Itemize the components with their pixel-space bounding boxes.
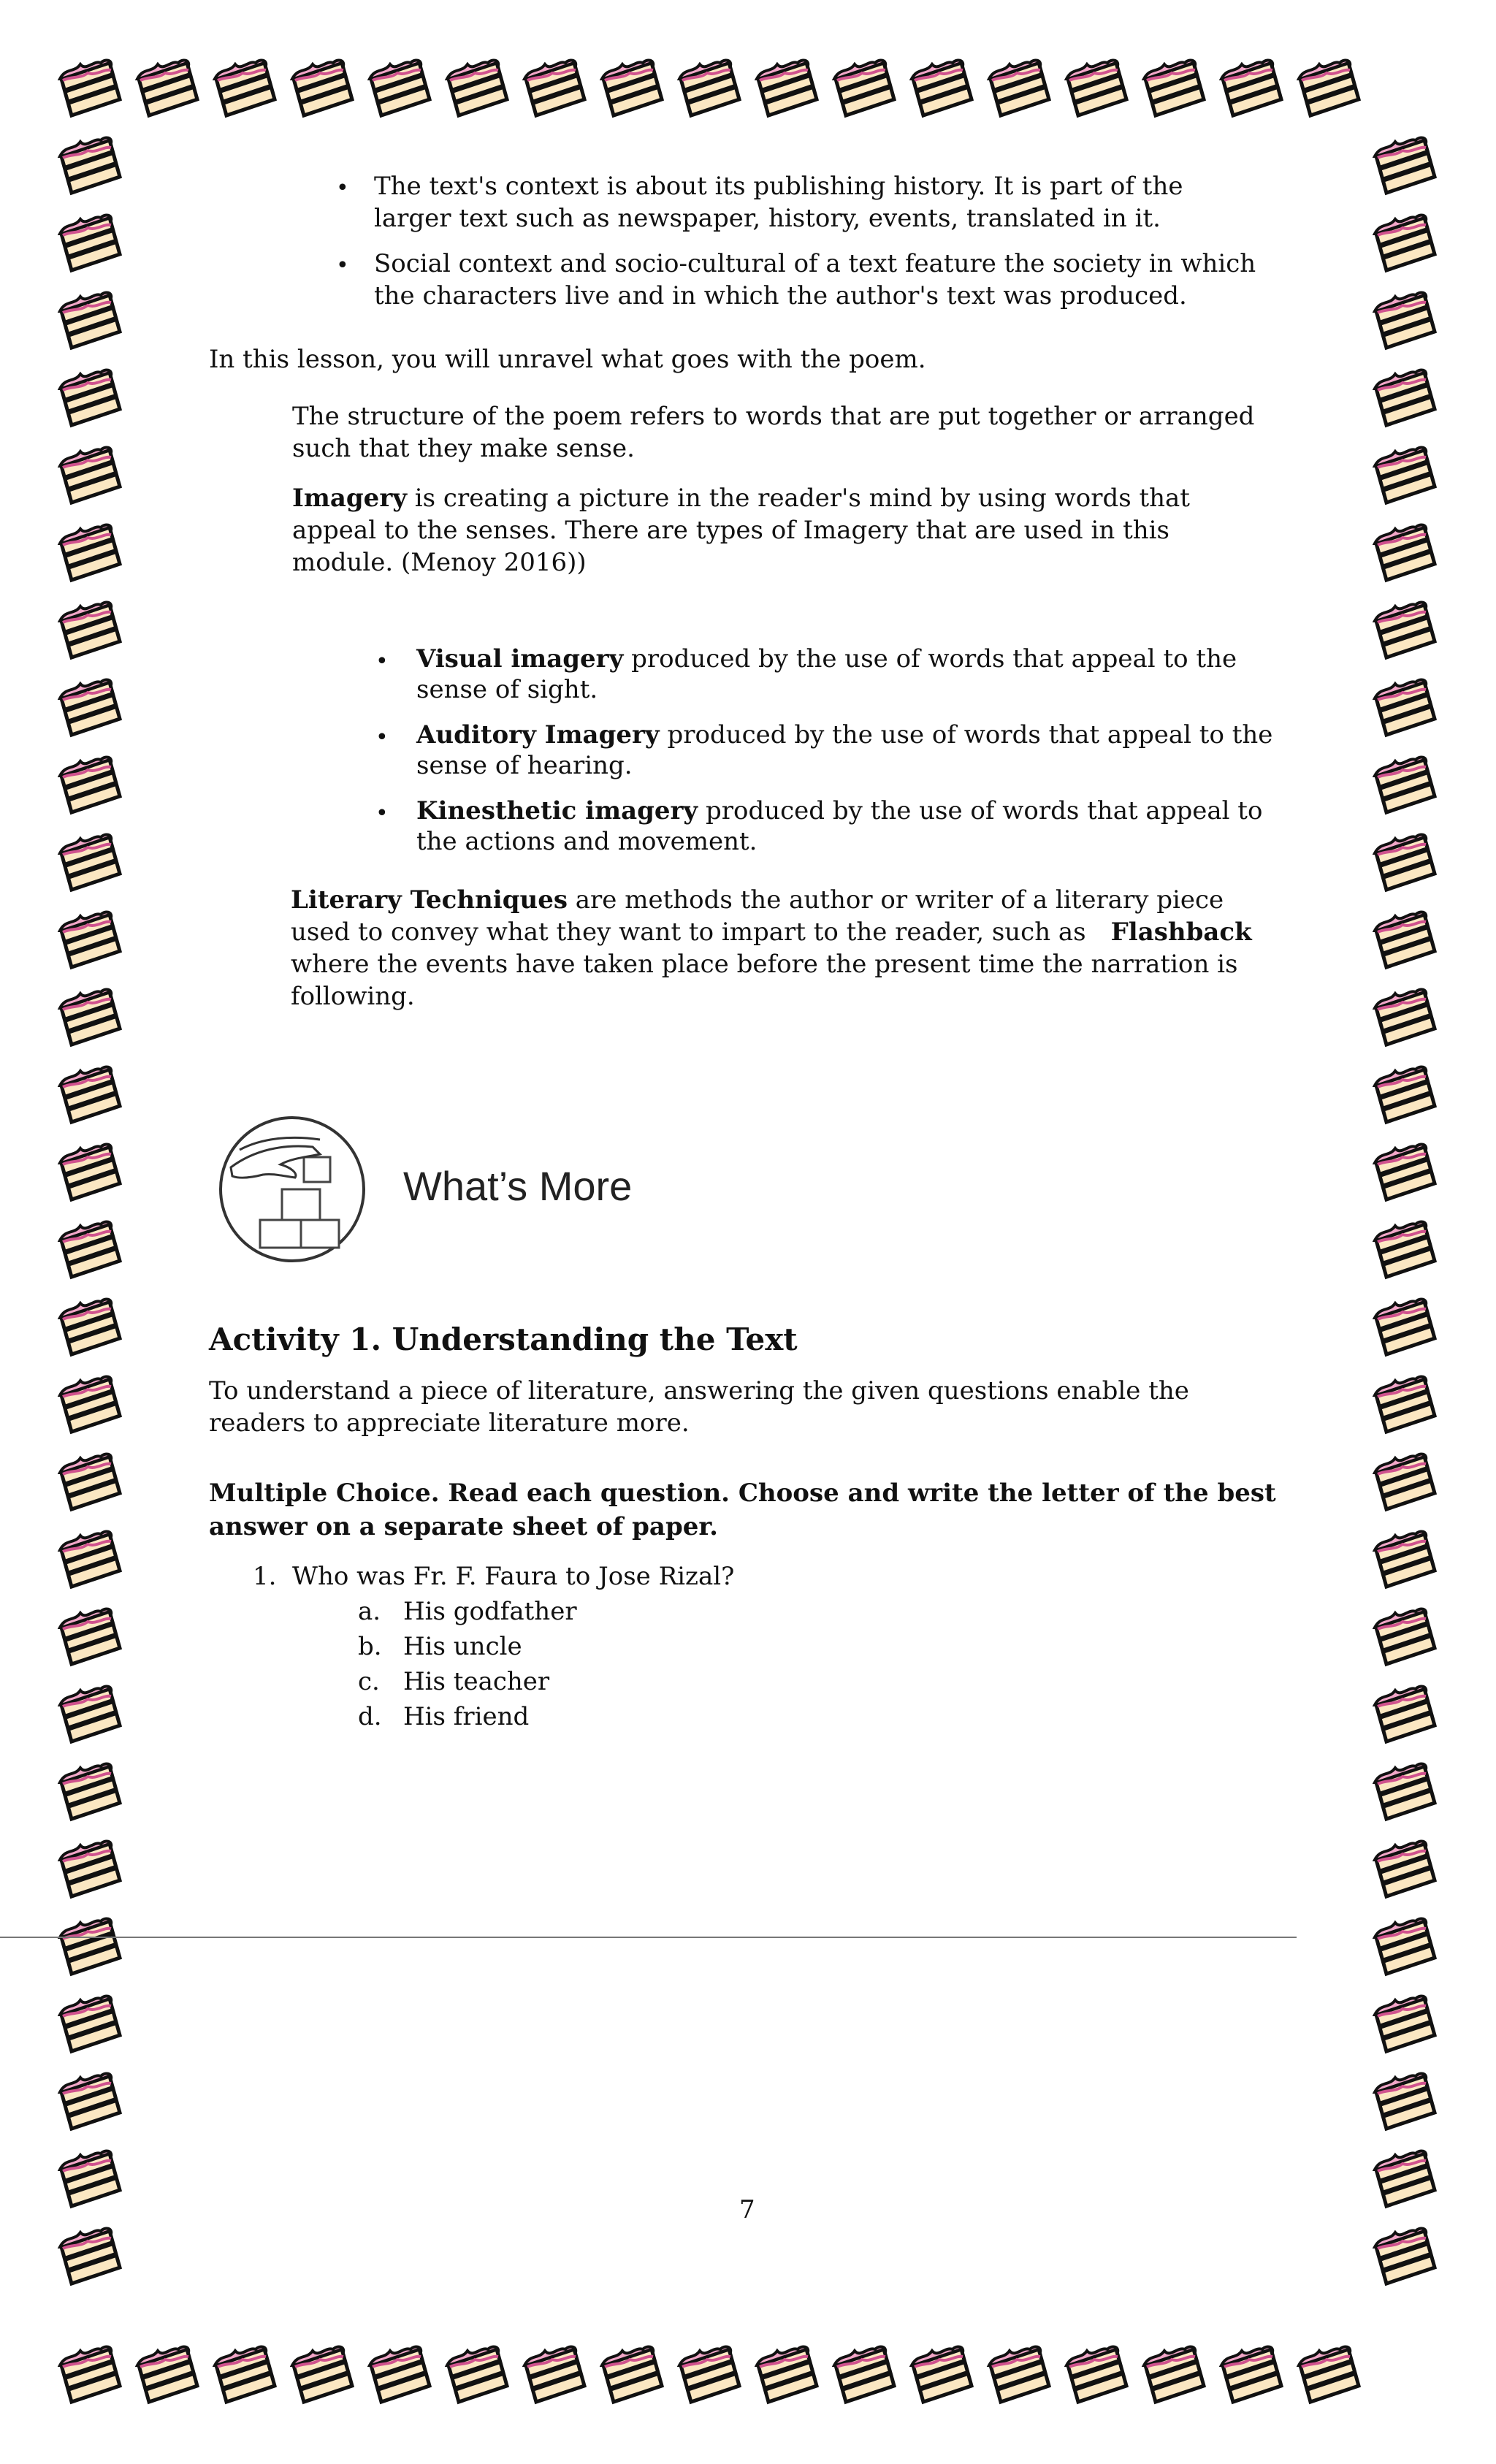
visual-imagery-line-1 [416, 643, 1237, 675]
page-number: 7 [739, 2195, 755, 2224]
bullet-text-2-line-1: Social context and socio-cultural of a text feature the society in which [374, 249, 1256, 278]
choice-text: His friend [403, 1702, 530, 1731]
choice-text: His godfather [403, 1597, 577, 1626]
choice-letter: a. [358, 1597, 381, 1626]
instructions-line-2: answer on a separate sheet of paper. [209, 1512, 718, 1541]
choice-text: His uncle [403, 1632, 522, 1661]
literary-term: Literary Techniques [291, 885, 568, 915]
imagery-term: Imagery [292, 484, 407, 513]
bullet-text-2-line-2: the characters live and in which the author's text was produced. [374, 281, 1187, 310]
choice-text: His teacher [403, 1667, 550, 1696]
visual-imagery-term: Visual imagery [416, 644, 624, 674]
choice-letter: d. [358, 1702, 382, 1731]
literary-definition: are methods the author or writer of a literary piece [567, 885, 1224, 915]
section-heading-whats-more: What’s More [403, 1163, 633, 1209]
literary-line-4: following. [291, 982, 415, 1011]
question-text: Who was Fr. F. Faura to Jose Rizal? [292, 1562, 735, 1591]
instructions-line-1: Multiple Choice. Read each question. Choose and write the letter of the best [209, 1479, 1276, 1508]
visual-imagery-definition: produced by the use of words that appeal to the [623, 644, 1237, 674]
bullet-text-1-line-1: The text's context is about its publishing history. It is part of the [374, 172, 1183, 201]
flashback-term: Flashback [1110, 918, 1252, 947]
imagery-line-2: appeal to the senses. There are types of Imagery that are used in this [292, 516, 1169, 545]
literary-line-2-text: used to convey what they want to impart to the reader, such as [291, 918, 1086, 947]
structure-line-2: such that they make sense. [292, 434, 635, 463]
question-number: 1. [253, 1562, 277, 1591]
kinesthetic-imagery-line-1 [416, 795, 1262, 827]
auditory-imagery-term: Auditory Imagery [416, 720, 660, 750]
auditory-imagery-definition: produced by the use of words that appeal to the [659, 720, 1273, 750]
lesson-intro: In this lesson, you will unravel what goes with the poem. [209, 345, 926, 374]
bullet-dot: • [375, 801, 389, 826]
bullet-text-1-line-2: larger text such as newspaper, history, events, translated in it. [374, 204, 1161, 233]
literary-line-1 [291, 884, 1224, 916]
literary-line-2 [291, 916, 1252, 948]
activity-intro-line-1: To understand a piece of literature, answering the given questions enable the [209, 1376, 1189, 1405]
page-divider [0, 1937, 1297, 1938]
imagery-definition: is creating a picture in the reader's mind by using words that [406, 484, 1190, 513]
hand-stacking-blocks-icon [210, 1106, 374, 1270]
kinesthetic-imagery-term: Kinesthetic imagery [416, 796, 698, 825]
bullet-dot: • [375, 725, 389, 750]
imagery-line-1 [292, 482, 1190, 514]
literary-line-3: where the events have taken place before the present time the narration is [291, 950, 1238, 979]
imagery-line-3: module. (Menoy 2016)) [292, 548, 587, 577]
kinesthetic-imagery-line-2: the actions and movement. [416, 827, 757, 856]
activity-intro-line-2: readers to appreciate literature more. [209, 1408, 690, 1438]
visual-imagery-line-2: sense of sight. [416, 675, 598, 704]
bullet-dot: • [336, 253, 349, 278]
choice-letter: b. [358, 1632, 382, 1661]
auditory-imagery-line-2: sense of hearing. [416, 751, 633, 780]
activity-title: Activity 1. Understanding the Text [209, 1321, 798, 1357]
bullet-dot: • [375, 649, 389, 674]
structure-line-1: The structure of the poem refers to words that are put together or arranged [292, 402, 1255, 431]
bullet-dot: • [336, 175, 349, 201]
choice-letter: c. [358, 1667, 380, 1696]
auditory-imagery-line-1 [416, 719, 1272, 751]
kinesthetic-imagery-definition: produced by the use of words that appeal to [698, 796, 1263, 825]
